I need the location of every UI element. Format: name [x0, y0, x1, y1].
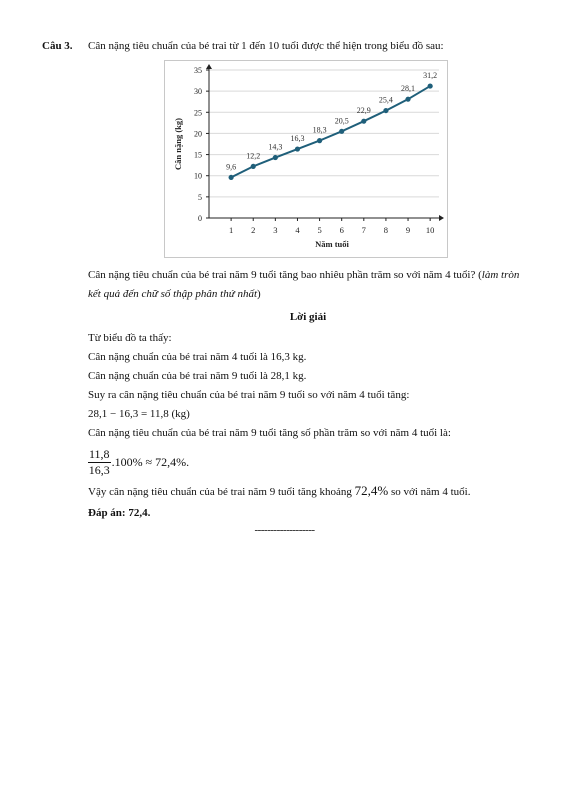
data-point: [361, 119, 366, 124]
weight-chart-svg: [165, 61, 449, 259]
series-line: [231, 86, 430, 177]
data-label: 28,1: [401, 84, 416, 94]
question-text: Cân nặng tiêu chuẩn của bé trai từ 1 đến 10 tuổi được thể hiện trong biểu đồ sau:: [88, 40, 444, 52]
data-label: 16,3: [290, 134, 305, 144]
x-tick-label: 7: [361, 225, 366, 235]
x-tick-label: 6: [339, 225, 344, 235]
conclusion-value: 72,4%: [354, 483, 389, 498]
data-point: [295, 146, 300, 151]
data-label: 25,4: [378, 95, 393, 105]
data-point: [229, 175, 234, 180]
data-label: 20,5: [334, 116, 349, 126]
y-tick-label: 5: [198, 192, 202, 202]
y-tick-label: 20: [194, 129, 202, 139]
data-label: 22,9: [356, 106, 371, 116]
data-point: [251, 164, 256, 169]
sub-question-note: làm tròn kết quả đến chữ số thập phân thứ nhất: [88, 269, 520, 300]
y-axis-title: Cân nặng (kg): [173, 118, 183, 170]
y-tick-label: 30: [194, 87, 202, 97]
y-tick-label: 35: [194, 66, 202, 75]
sub-question-close: ): [257, 288, 261, 300]
x-tick-label: 10: [425, 225, 435, 235]
data-point: [339, 129, 344, 134]
x-tick-label: 1: [228, 225, 234, 235]
data-label: 18,3: [312, 125, 327, 135]
data-point: [383, 108, 388, 113]
y-tick-label: 0: [198, 214, 202, 223]
x-tick-label: 9: [405, 225, 411, 235]
question-number: Câu 3.: [42, 40, 73, 52]
x-axis-title: Năm tuổi: [315, 239, 349, 249]
solution-line-6: Cân nặng tiêu chuẩn của bé trai năm 9 tuổi tăng số phần trăm so với năm 4 tuổi là:: [88, 427, 451, 439]
x-tick-label: 8: [383, 225, 389, 235]
fraction-denominator: 16,3: [88, 462, 110, 477]
fraction-expression: [88, 445, 528, 479]
data-point: [405, 97, 410, 102]
x-tick-label: 5: [317, 225, 322, 235]
x-axis-arrow: [439, 215, 444, 221]
data-label: 31,2: [423, 71, 438, 81]
solution-title: Lời giải: [289, 311, 327, 323]
conclusion-prefix: Vậy cân nặng tiêu chuẩn của bé trai năm 9 tuổi tăng khoảng: [88, 486, 352, 498]
solution-line-4: Suy ra cân nặng tiêu chuẩn của bé trai năm 9 tuổi so với năm 4 tuổi tăng:: [88, 389, 410, 401]
final-answer: Đáp án: 72,4.: [88, 507, 151, 519]
x-tick-label: 2: [251, 225, 256, 235]
fraction: [88, 448, 111, 477]
solution-line-2: Cân nặng chuẩn của bé trai năm 4 tuổi là 16,3 kg.: [88, 351, 307, 363]
x-tick-label: 4: [295, 225, 300, 235]
y-tick-label: 25: [194, 108, 202, 118]
data-point: [317, 138, 322, 143]
data-point: [273, 155, 278, 160]
fraction-numerator: 11,8: [89, 446, 110, 461]
weight-chart: [164, 60, 448, 258]
sub-question: [88, 266, 528, 304]
conclusion: [88, 481, 528, 502]
y-axis-arrow: [206, 64, 212, 69]
y-tick-label: 15: [194, 150, 202, 160]
data-point: [428, 83, 433, 88]
fraction-tail: .100% ≈ 72,4%.: [111, 454, 190, 469]
y-tick-label: 10: [194, 171, 202, 181]
data-label: 9,6: [226, 162, 237, 172]
solution-line-3: Cân nặng chuẩn của bé trai năm 9 tuổi là 28,1 kg.: [88, 370, 307, 382]
data-label: 14,3: [268, 142, 283, 152]
sub-question-text: Cân nặng tiêu chuẩn của bé trai năm 9 tuổi tăng bao nhiêu phần trăm so với năm 4 tuổi? (: [88, 269, 482, 281]
content-body: [88, 266, 528, 523]
data-label: 12,2: [246, 151, 261, 161]
solution-line-5: 28,1 − 16,3 = 11,8 (kg): [88, 408, 190, 420]
x-tick-label: 3: [273, 225, 278, 235]
question-header: [42, 40, 542, 52]
separator-line: -------------------: [254, 524, 315, 536]
conclusion-suffix: so với năm 4 tuổi.: [391, 486, 471, 498]
solution-line-1: Từ biểu đồ ta thấy:: [88, 332, 172, 344]
